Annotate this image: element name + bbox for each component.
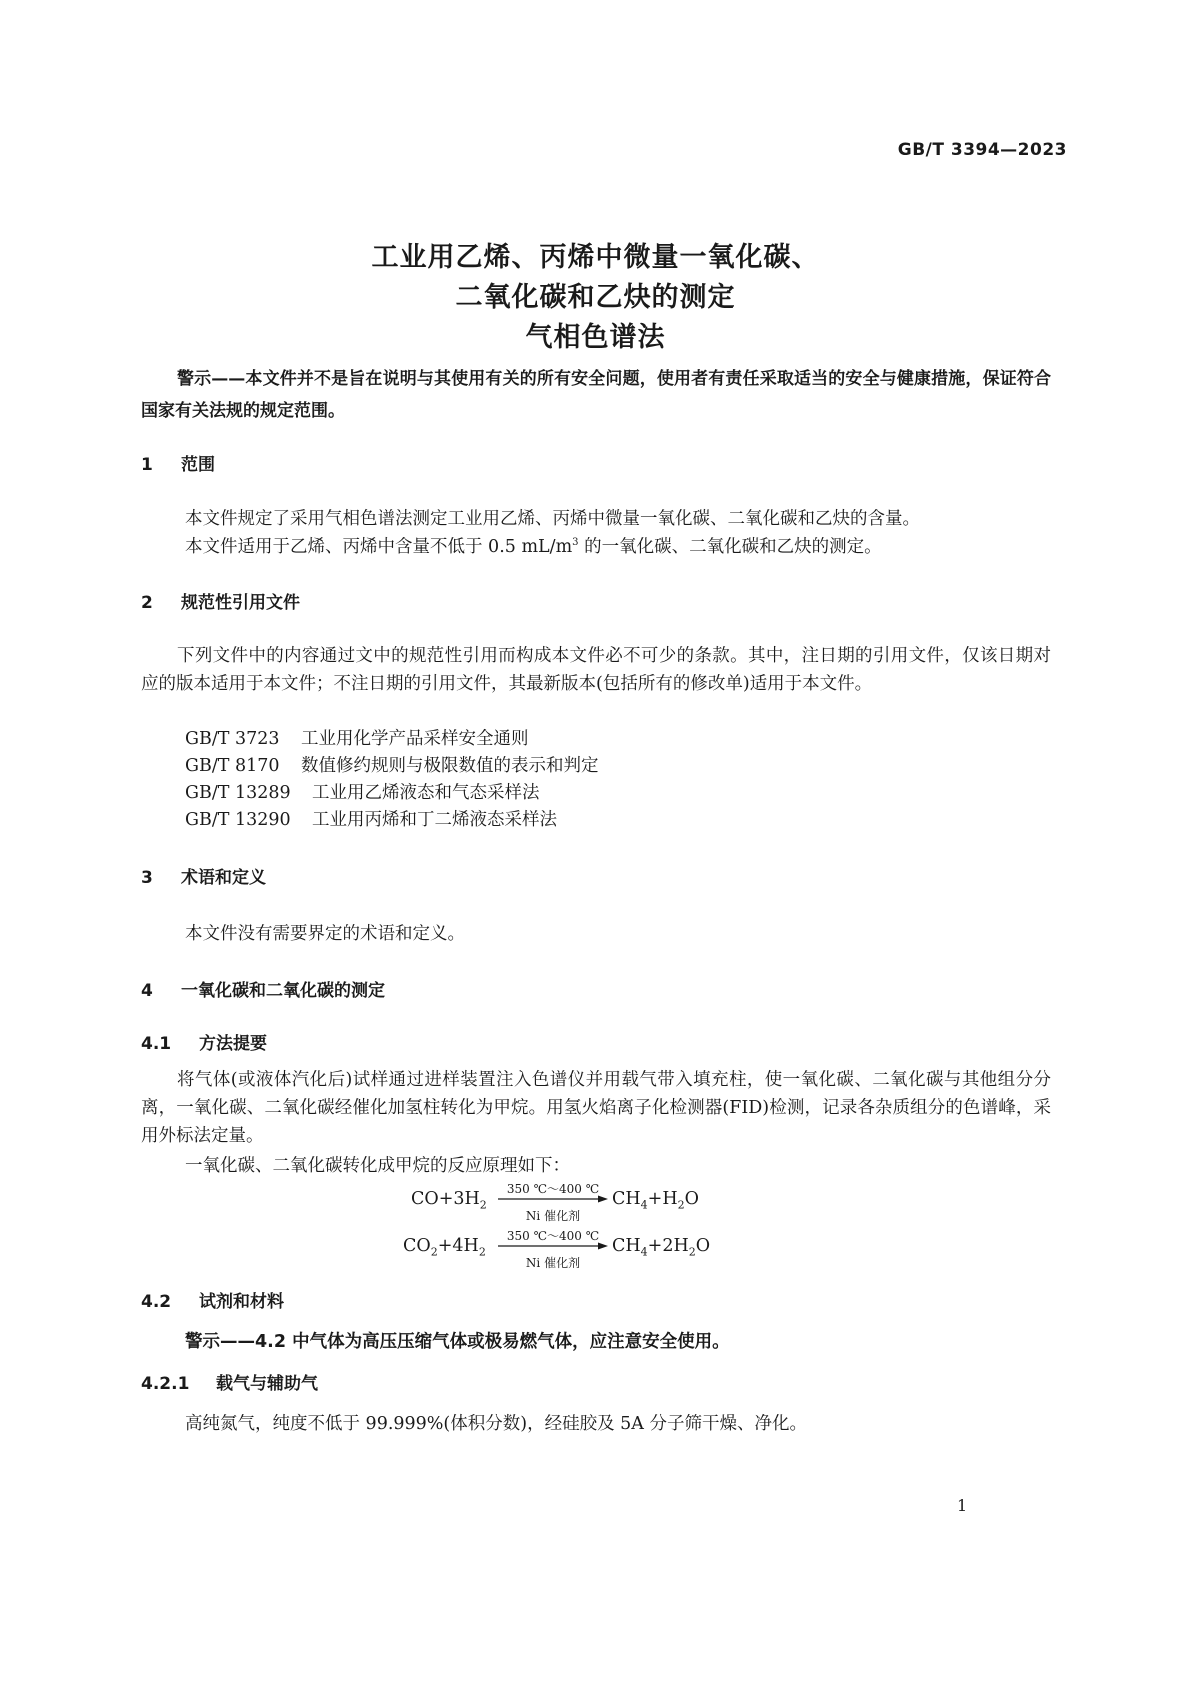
section-title: 规范性引用文件 [181,593,300,613]
section-number: 2 [141,593,153,613]
eq-text: O [695,1236,711,1256]
section-1-heading [141,450,215,475]
reference-item [185,725,529,750]
section-number: 4 [141,981,153,1001]
eq-text: +H [647,1189,678,1209]
section-4-1-heading [141,1029,267,1054]
eq-text: CH [612,1189,641,1209]
reaction-arrow-1 [498,1180,608,1224]
arrow-icon [498,1241,608,1251]
reference-item [185,779,540,804]
reference-title: 工业用丙烯和丁二烯液态采样法 [312,810,557,830]
section-number: 4.2 [141,1292,172,1312]
section-title: 方法提要 [199,1034,267,1054]
reference-code: GB/T 13289 [185,783,291,803]
eq-subscript: 2 [479,1198,487,1212]
section-4-heading [141,976,385,1001]
equation-2-right [612,1236,710,1259]
section-title: 试剂和材料 [199,1292,284,1312]
method-summary-paragraph: 将气体(或液体汽化后)试样通过进样装置注入色谱仪并用载气带入填充柱，使一氧化碳、二氧化碳与其他组分分离，一氧化碳、二氧化碳经催化加氢柱转化为甲烷。用氢火焰离子化检测器(FID)检测，记录各杂质组分的色谱峰，采用外标法定量。 [141,1070,1051,1146]
section-title: 范围 [181,455,215,475]
eq-text: +4H [437,1236,479,1256]
section-title: 载气与辅助气 [216,1374,318,1394]
equation-2-left [403,1236,486,1259]
reference-item [185,752,599,777]
eq-subscript: 2 [677,1198,685,1212]
page-number: 1 [957,1496,968,1515]
carrier-gas-paragraph: 高纯氮气，纯度不低于 99.999%(体积分数)，经硅胶及 5A 分子筛干燥、净化。 [185,1414,807,1434]
title-line-1: 工业用乙烯、丙烯中微量一氧化碳、 [371,242,820,273]
eq-subscript: 4 [640,1198,648,1212]
section-number: 1 [141,455,153,475]
eq-text: CO+3H [411,1189,480,1209]
scope-paragraph-2 [185,533,882,558]
section-number: 4.2.1 [141,1374,190,1394]
reference-code: GB/T 13290 [185,810,291,830]
arrow-icon [498,1194,608,1204]
scope-paragraph-1: 本文件规定了采用气相色谱法测定工业用乙烯、丙烯中微量一氧化碳、二氧化碳和乙炔的含量。 [185,509,920,529]
reaction-catalyst: Ni 催化剂 [525,1209,581,1223]
eq-text: CH [612,1236,641,1256]
section-4-2-1-heading [141,1369,318,1394]
reaction-arrow-2 [498,1227,608,1271]
scope-text-end: 的一氧化碳、二氧化碳和乙炔的测定。 [578,537,882,557]
eq-text: +2H [647,1236,689,1256]
eq-subscript: 2 [688,1245,696,1259]
eq-text: CO [403,1236,431,1256]
document-title [0,238,1191,358]
unit-superscript: 3 [572,537,579,549]
section-4-2-heading [141,1287,284,1312]
reference-title: 数值修约规则与极限数值的表示和判定 [301,756,599,776]
reaction-catalyst: Ni 催化剂 [525,1256,581,1270]
normative-references-intro: 下列文件中的内容通过文中的规范性引用而构成本文件必不可少的条款。其中，注日期的引用文件，仅该日期对应的版本适用于本文件；不注日期的引用文件，其最新版本(包括所有的修改单)适用于本文件。 [141,646,1051,694]
reaction-intro: 一氧化碳、二氧化碳转化成甲烷的反应原理如下： [185,1156,570,1176]
title-line-2: 二氧化碳和乙炔的测定 [455,282,736,313]
reference-title: 工业用乙烯液态和气态采样法 [312,783,540,803]
terms-paragraph: 本文件没有需要界定的术语和定义。 [185,924,465,944]
eq-subscript: 4 [640,1245,648,1259]
eq-subscript: 2 [478,1245,486,1259]
reaction-temperature: 350 ℃～400 ℃ [506,1182,600,1196]
reference-title: 工业用化学产品采样安全通则 [301,729,529,749]
eq-text: O [684,1189,699,1209]
eq-subscript: 2 [430,1245,438,1259]
reference-item [185,806,557,831]
section-title: 一氧化碳和二氧化碳的测定 [181,981,385,1001]
reference-code: GB/T 8170 [185,756,280,776]
equation-1-left [411,1189,487,1212]
gas-safety-warning: 警示——4.2 中气体为高压压缩气体或极易燃气体，应注意安全使用。 [185,1332,730,1352]
reference-code: GB/T 3723 [185,729,280,749]
standard-number: GB/T 3394—2023 [897,140,1067,160]
section-title: 术语和定义 [181,868,266,888]
equation-1-right [612,1189,699,1212]
section-number: 4.1 [141,1034,172,1054]
title-line-3: 气相色谱法 [525,322,666,353]
scope-text: 本文件适用于乙烯、丙烯中含量不低于 0.5 mL/m [185,537,573,557]
safety-warning: 警示——本文件并不是旨在说明与其使用有关的所有安全问题，使用者有责任采取适当的安全与健康措施，保证符合国家有关法规的规定范围。 [141,369,1051,421]
section-2-heading [141,588,300,613]
reaction-temperature: 350 ℃～400 ℃ [506,1229,600,1243]
section-number: 3 [141,868,153,888]
section-3-heading [141,863,266,888]
